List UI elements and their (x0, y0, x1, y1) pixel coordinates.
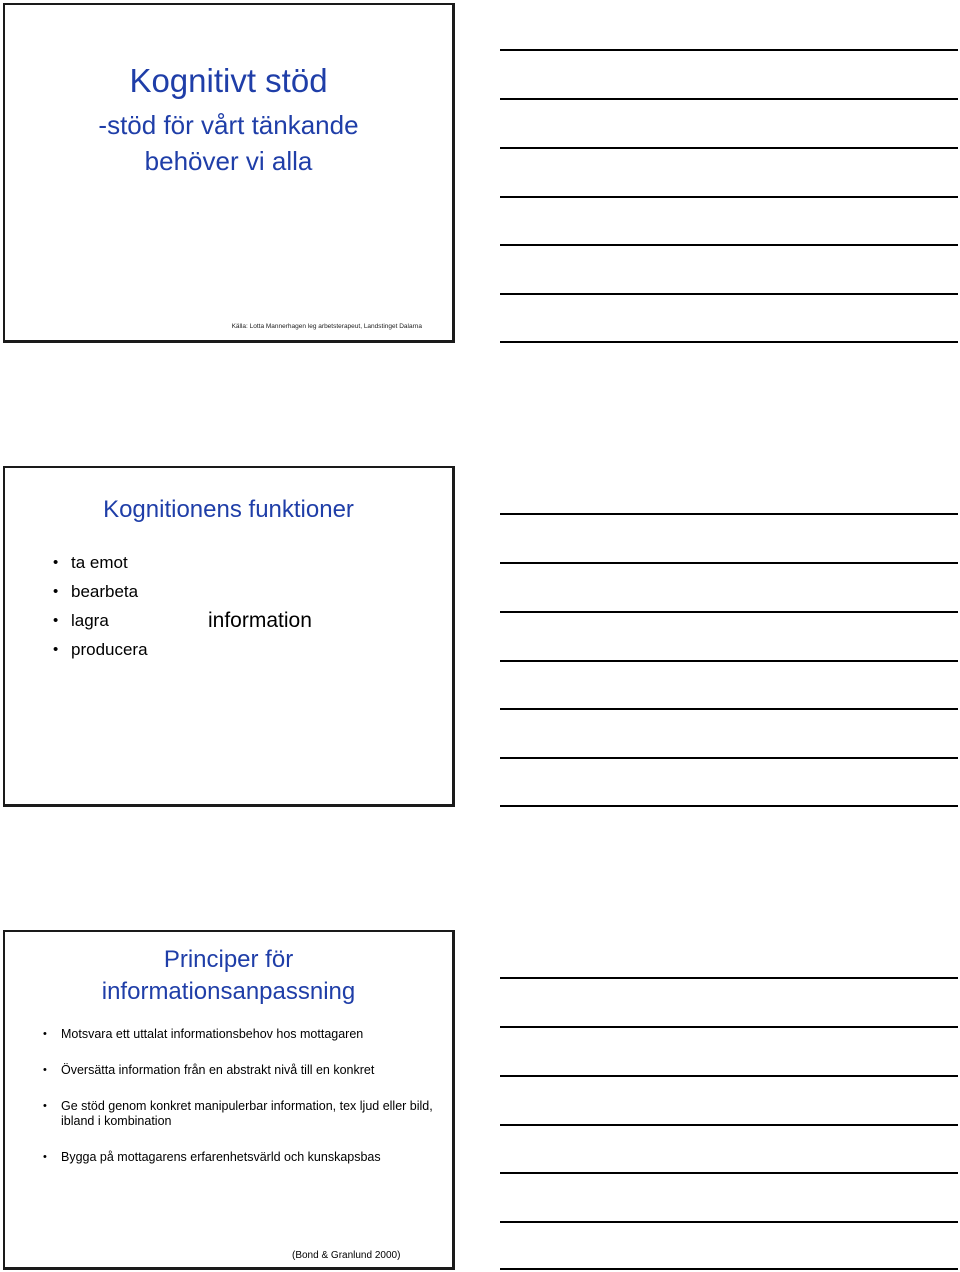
note-line (500, 98, 958, 100)
list-item: • Motsvara ett uttalat informationsbehov hos mottagaren (43, 1027, 443, 1042)
list-item: • Ge stöd genom konkret manipulerbar information, tex ljud eller bild, ibland i kombination (43, 1099, 443, 1129)
list-item: • Översätta information från en abstrakt nivå till en konkret (43, 1063, 443, 1078)
note-line (500, 611, 958, 613)
note-line (500, 1075, 958, 1077)
note-line (500, 147, 958, 149)
slide-2-title: Kognitionens funktioner (103, 496, 354, 523)
list-item: • Bygga på mottagarens erfarenhetsvärld och kunskapsbas (43, 1150, 443, 1165)
note-line (500, 1124, 958, 1126)
note-line (500, 562, 958, 564)
list-item: • producera (53, 635, 148, 664)
note-line (500, 49, 958, 51)
slide-3 (3, 930, 455, 1270)
slide-3-bullet-list (43, 1027, 443, 1186)
slide-3-reference: (Bond & Granlund 2000) (292, 1250, 401, 1261)
note-line (500, 660, 958, 662)
note-line (500, 1268, 958, 1270)
slide-3-title-line-2: informationsanpassning (101, 978, 356, 1005)
list-item: • lagra (53, 606, 148, 635)
list-item: • bearbeta (53, 577, 148, 606)
slide-1-source: Källa: Lotta Mannerhagen leg arbetsterapeut, Landstinget Dalarna (231, 323, 422, 330)
note-line (500, 513, 958, 515)
note-line (500, 757, 958, 759)
note-line (500, 1026, 958, 1028)
slide-2 (3, 466, 455, 807)
slide-3-title-line-1: Principer för (163, 946, 294, 973)
slide-2-side-label: information (208, 609, 312, 632)
list-item: • ta emot (53, 548, 148, 577)
note-line (500, 1172, 958, 1174)
note-line (500, 341, 958, 343)
slide-1-subtitle-line-1: -stöd för vårt tänkande (98, 110, 359, 140)
note-line (500, 244, 958, 246)
note-line (500, 977, 958, 979)
note-line (500, 708, 958, 710)
slide-1 (3, 3, 455, 343)
note-line (500, 805, 958, 807)
slide-1-subtitle-line-2: behöver vi alla (144, 146, 313, 176)
slide-2-bullet-list (53, 548, 148, 664)
note-line (500, 1221, 958, 1223)
slide-1-title: Kognitivt stöd (129, 62, 328, 99)
note-line (500, 293, 958, 295)
note-line (500, 196, 958, 198)
